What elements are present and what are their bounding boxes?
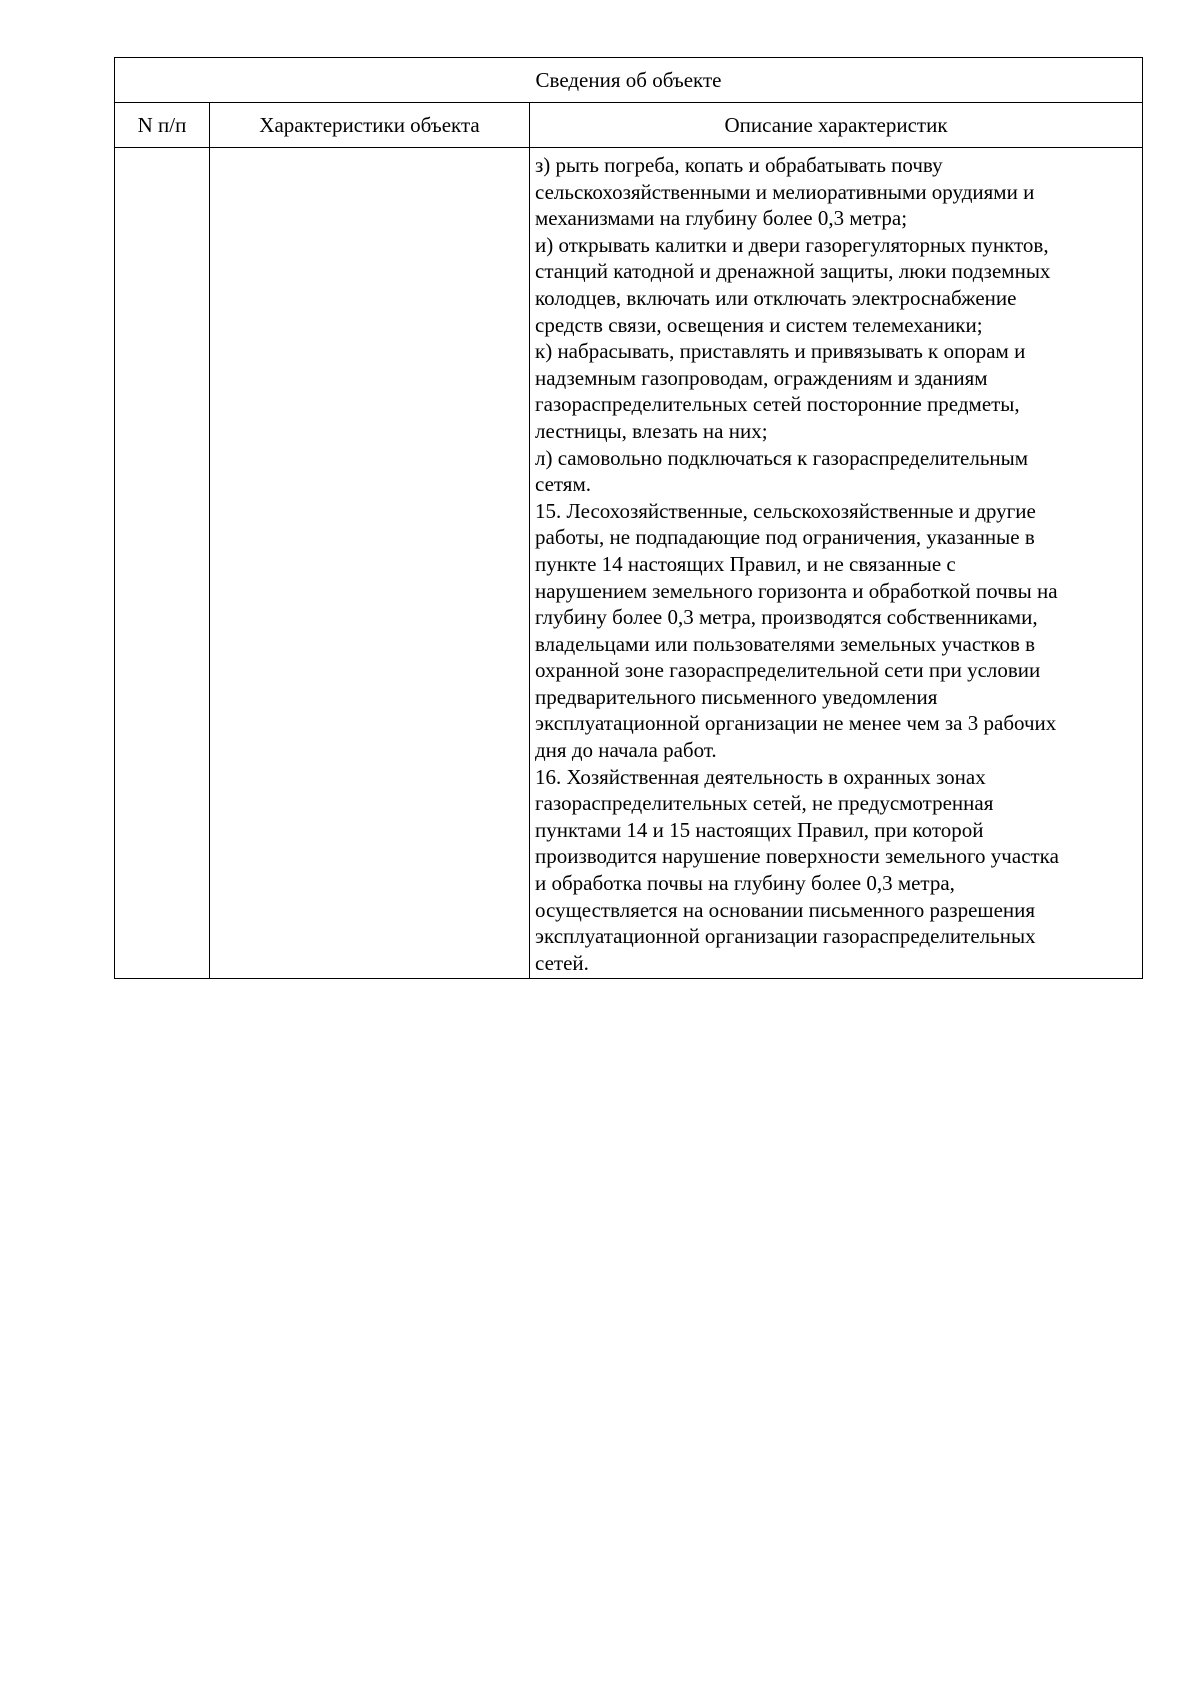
description-line: работы, не подпадающие под ограничения, указанные в	[535, 525, 1035, 550]
table-header-row	[115, 103, 1143, 148]
description-line: газораспределительных сетей, не предусмотренная	[535, 791, 994, 816]
description-line: надземным газопроводам, ограждениям и зданиям	[535, 365, 988, 390]
description-line: и обработка почвы на глубину более 0,3 метра,	[535, 871, 955, 896]
description-line: 15. Лесохозяйственные, сельскохозяйственные и другие	[535, 498, 1036, 523]
description-line: и) открывать калитки и двери газорегуляторных пунктов,	[535, 232, 1049, 257]
description-line: сетей.	[535, 950, 589, 975]
description-line: осуществляется на основании письменного разрешения	[535, 897, 1036, 922]
description-line: сетям.	[535, 472, 591, 497]
table-title-row	[115, 58, 1143, 103]
description-line: нарушением земельного горизонта и обработкой почвы на	[535, 578, 1058, 603]
description-line: станций катодной и дренажной защиты, люки подземных	[535, 259, 1051, 284]
header-number: N п/п	[115, 103, 210, 148]
description-line: предварительного письменного уведомления	[535, 684, 938, 709]
description-line: механизмами на глубину более 0,3 метра;	[535, 206, 908, 231]
description-line: колодцев, включать или отключать электроснабжение	[535, 285, 1017, 310]
description-line: глубину более 0,3 метра, производятся собственниками,	[535, 605, 1038, 630]
description-line: газораспределительных сетей посторонние предметы,	[535, 392, 1020, 417]
header-characteristics: Характеристики объекта	[210, 103, 530, 148]
description-line: эксплуатационной организации не менее чем за 3 рабочих	[535, 711, 1057, 736]
description-line: к) набрасывать, приставлять и привязывать к опорам и	[535, 339, 1026, 364]
table-row	[115, 148, 1143, 979]
description-line: средств связи, освещения и систем телемеханики;	[535, 312, 983, 337]
description-line: охранной зоне газораспределительной сети при условии	[535, 658, 1041, 683]
description-line: владельцами или пользователями земельных участков в	[535, 631, 1036, 656]
cell-characteristics	[210, 148, 530, 979]
description-line: пунктами 14 и 15 настоящих Правил, при которой	[535, 817, 984, 842]
description-line: дня до начала работ.	[535, 738, 717, 763]
description-line: л) самовольно подключаться к газораспределительным	[535, 445, 1029, 470]
description-line: сельскохозяйственными и мелиоративными орудиями и	[535, 179, 1035, 204]
description-line: 16. Хозяйственная деятельность в охранных зонах	[535, 764, 986, 789]
description-line: эксплуатационной организации газораспределительных	[535, 924, 1036, 949]
cell-number	[115, 148, 210, 979]
description-line: производится нарушение поверхности земельного участка	[535, 844, 1059, 869]
header-description: Описание характеристик	[530, 103, 1143, 148]
cell-description	[530, 148, 1143, 979]
description-line: лестницы, влезать на них;	[535, 418, 768, 443]
object-info-table	[114, 57, 1143, 979]
description-line: пункте 14 настоящих Правил, и не связанные с	[535, 551, 956, 576]
description-line: з) рыть погреба, копать и обрабатывать почву	[535, 153, 943, 177]
table-title: Сведения об объекте	[115, 58, 1143, 103]
